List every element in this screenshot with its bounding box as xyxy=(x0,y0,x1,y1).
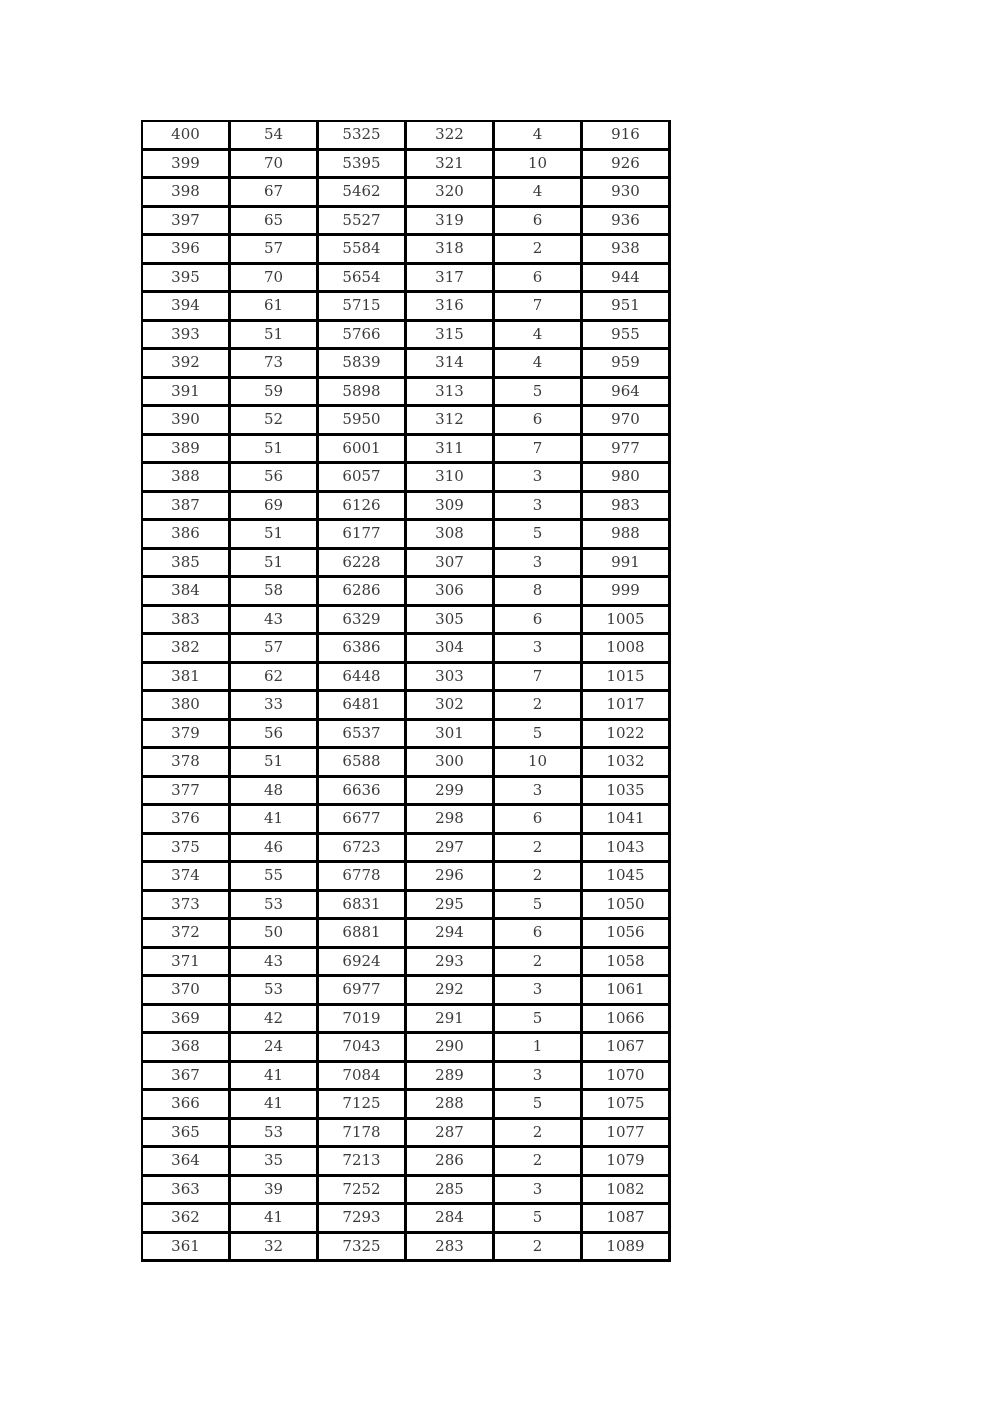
table-cell: 313 xyxy=(407,379,495,408)
table-cell: 7084 xyxy=(319,1063,407,1092)
table-cell: 390 xyxy=(143,407,231,436)
table-row xyxy=(143,151,671,180)
table-cell: 306 xyxy=(407,578,495,607)
table-cell: 70 xyxy=(231,265,319,294)
table-cell: 43 xyxy=(231,607,319,636)
table-cell: 32 xyxy=(231,1234,319,1263)
table-cell: 930 xyxy=(583,179,671,208)
table-cell: 959 xyxy=(583,350,671,379)
table-cell: 1056 xyxy=(583,920,671,949)
table-cell: 51 xyxy=(231,436,319,465)
table-cell: 368 xyxy=(143,1034,231,1063)
table-cell: 386 xyxy=(143,521,231,550)
table-cell: 294 xyxy=(407,920,495,949)
table-cell: 6881 xyxy=(319,920,407,949)
table-cell: 65 xyxy=(231,208,319,237)
table-cell: 2 xyxy=(495,835,583,864)
table-cell: 400 xyxy=(143,122,231,151)
table-row xyxy=(143,407,671,436)
table-cell: 983 xyxy=(583,493,671,522)
table-cell: 41 xyxy=(231,806,319,835)
table-cell: 2 xyxy=(495,1148,583,1177)
table-cell: 7 xyxy=(495,436,583,465)
table-cell: 300 xyxy=(407,749,495,778)
table-cell: 394 xyxy=(143,293,231,322)
table-cell: 5950 xyxy=(319,407,407,436)
table-row xyxy=(143,493,671,522)
table-cell: 293 xyxy=(407,949,495,978)
table-cell: 6286 xyxy=(319,578,407,607)
table-cell: 364 xyxy=(143,1148,231,1177)
table-cell: 1041 xyxy=(583,806,671,835)
table-cell: 370 xyxy=(143,977,231,1006)
table-cell: 379 xyxy=(143,721,231,750)
table-row xyxy=(143,578,671,607)
table-cell: 1058 xyxy=(583,949,671,978)
table-cell: 1050 xyxy=(583,892,671,921)
table-row xyxy=(143,977,671,1006)
table-cell: 35 xyxy=(231,1148,319,1177)
table-row xyxy=(143,1006,671,1035)
table-cell: 1035 xyxy=(583,778,671,807)
table-cell: 1 xyxy=(495,1034,583,1063)
table-cell: 369 xyxy=(143,1006,231,1035)
table-row xyxy=(143,1120,671,1149)
table-cell: 395 xyxy=(143,265,231,294)
table-cell: 299 xyxy=(407,778,495,807)
table-row xyxy=(143,179,671,208)
table-cell: 980 xyxy=(583,464,671,493)
table-cell: 312 xyxy=(407,407,495,436)
table-cell: 5 xyxy=(495,379,583,408)
table-row xyxy=(143,749,671,778)
table-cell: 48 xyxy=(231,778,319,807)
table-cell: 7252 xyxy=(319,1177,407,1206)
table-cell: 309 xyxy=(407,493,495,522)
table-cell: 6977 xyxy=(319,977,407,1006)
table-cell: 4 xyxy=(495,179,583,208)
table-cell: 1061 xyxy=(583,977,671,1006)
table-cell: 1087 xyxy=(583,1205,671,1234)
table-cell: 3 xyxy=(495,1063,583,1092)
table-row xyxy=(143,806,671,835)
table-cell: 6 xyxy=(495,265,583,294)
table-cell: 1079 xyxy=(583,1148,671,1177)
table-cell: 318 xyxy=(407,236,495,265)
table-cell: 51 xyxy=(231,749,319,778)
table-row xyxy=(143,1205,671,1234)
table-cell: 1043 xyxy=(583,835,671,864)
table-cell: 5462 xyxy=(319,179,407,208)
table-row xyxy=(143,721,671,750)
table-cell: 286 xyxy=(407,1148,495,1177)
table-cell: 1017 xyxy=(583,692,671,721)
table-cell: 308 xyxy=(407,521,495,550)
table-cell: 1015 xyxy=(583,664,671,693)
table-cell: 53 xyxy=(231,892,319,921)
table-cell: 6386 xyxy=(319,635,407,664)
table-cell: 54 xyxy=(231,122,319,151)
table-cell: 304 xyxy=(407,635,495,664)
table-row xyxy=(143,322,671,351)
table-row xyxy=(143,1234,671,1263)
table-cell: 6 xyxy=(495,208,583,237)
table-row xyxy=(143,1034,671,1063)
table-cell: 62 xyxy=(231,664,319,693)
table-cell: 73 xyxy=(231,350,319,379)
table-cell: 396 xyxy=(143,236,231,265)
table-cell: 991 xyxy=(583,550,671,579)
table-cell: 296 xyxy=(407,863,495,892)
table-cell: 977 xyxy=(583,436,671,465)
table-cell: 6228 xyxy=(319,550,407,579)
table-cell: 7 xyxy=(495,664,583,693)
table-cell: 7043 xyxy=(319,1034,407,1063)
score-distribution-table xyxy=(141,120,671,1262)
table-cell: 955 xyxy=(583,322,671,351)
table-cell: 5 xyxy=(495,892,583,921)
table-cell: 59 xyxy=(231,379,319,408)
table-cell: 3 xyxy=(495,977,583,1006)
table-cell: 375 xyxy=(143,835,231,864)
table-cell: 69 xyxy=(231,493,319,522)
table-cell: 385 xyxy=(143,550,231,579)
table-cell: 316 xyxy=(407,293,495,322)
table-cell: 322 xyxy=(407,122,495,151)
table-cell: 5325 xyxy=(319,122,407,151)
table-cell: 3 xyxy=(495,778,583,807)
table-cell: 285 xyxy=(407,1177,495,1206)
table-row xyxy=(143,892,671,921)
table-cell: 944 xyxy=(583,265,671,294)
table-cell: 383 xyxy=(143,607,231,636)
table-cell: 56 xyxy=(231,721,319,750)
table-cell: 3 xyxy=(495,635,583,664)
table-cell: 2 xyxy=(495,949,583,978)
table-row xyxy=(143,949,671,978)
table-cell: 33 xyxy=(231,692,319,721)
table-cell: 5527 xyxy=(319,208,407,237)
table-cell: 70 xyxy=(231,151,319,180)
table-row xyxy=(143,778,671,807)
table-cell: 6001 xyxy=(319,436,407,465)
table-cell: 5715 xyxy=(319,293,407,322)
table-cell: 4 xyxy=(495,322,583,351)
table-cell: 363 xyxy=(143,1177,231,1206)
table-cell: 41 xyxy=(231,1063,319,1092)
table-cell: 321 xyxy=(407,151,495,180)
table-cell: 302 xyxy=(407,692,495,721)
table-cell: 43 xyxy=(231,949,319,978)
table-cell: 938 xyxy=(583,236,671,265)
table-cell: 311 xyxy=(407,436,495,465)
table-cell: 1005 xyxy=(583,607,671,636)
table-cell: 289 xyxy=(407,1063,495,1092)
table-cell: 6924 xyxy=(319,949,407,978)
table-cell: 2 xyxy=(495,1120,583,1149)
table-cell: 5 xyxy=(495,721,583,750)
table-cell: 303 xyxy=(407,664,495,693)
table-cell: 41 xyxy=(231,1091,319,1120)
table-row xyxy=(143,521,671,550)
table-cell: 7325 xyxy=(319,1234,407,1263)
table-cell: 284 xyxy=(407,1205,495,1234)
table-cell: 936 xyxy=(583,208,671,237)
table-cell: 5898 xyxy=(319,379,407,408)
table-cell: 6 xyxy=(495,806,583,835)
table-cell: 362 xyxy=(143,1205,231,1234)
table-cell: 376 xyxy=(143,806,231,835)
table-cell: 999 xyxy=(583,578,671,607)
table-cell: 6 xyxy=(495,607,583,636)
table-cell: 2 xyxy=(495,863,583,892)
table-cell: 1082 xyxy=(583,1177,671,1206)
table-cell: 320 xyxy=(407,179,495,208)
table-cell: 6448 xyxy=(319,664,407,693)
table-cell: 7293 xyxy=(319,1205,407,1234)
table-cell: 288 xyxy=(407,1091,495,1120)
table-cell: 2 xyxy=(495,236,583,265)
table-cell: 50 xyxy=(231,920,319,949)
table-cell: 56 xyxy=(231,464,319,493)
table-body xyxy=(143,122,671,1262)
table-cell: 51 xyxy=(231,322,319,351)
table-cell: 367 xyxy=(143,1063,231,1092)
table-cell: 7125 xyxy=(319,1091,407,1120)
table-cell: 6 xyxy=(495,920,583,949)
table-cell: 58 xyxy=(231,578,319,607)
table-cell: 1089 xyxy=(583,1234,671,1263)
table-cell: 373 xyxy=(143,892,231,921)
table-cell: 7019 xyxy=(319,1006,407,1035)
table-cell: 297 xyxy=(407,835,495,864)
table-cell: 3 xyxy=(495,1177,583,1206)
table-cell: 391 xyxy=(143,379,231,408)
table-cell: 6481 xyxy=(319,692,407,721)
table-cell: 372 xyxy=(143,920,231,949)
table-cell: 39 xyxy=(231,1177,319,1206)
table-cell: 1066 xyxy=(583,1006,671,1035)
table-row xyxy=(143,436,671,465)
table-cell: 8 xyxy=(495,578,583,607)
table-cell: 393 xyxy=(143,322,231,351)
table-cell: 283 xyxy=(407,1234,495,1263)
table-cell: 970 xyxy=(583,407,671,436)
table-row xyxy=(143,920,671,949)
table-row xyxy=(143,1091,671,1120)
table-cell: 388 xyxy=(143,464,231,493)
table-cell: 6588 xyxy=(319,749,407,778)
table-cell: 1008 xyxy=(583,635,671,664)
table-cell: 305 xyxy=(407,607,495,636)
table-row xyxy=(143,350,671,379)
table-row xyxy=(143,635,671,664)
table-cell: 10 xyxy=(495,749,583,778)
table-cell: 6831 xyxy=(319,892,407,921)
table-cell: 315 xyxy=(407,322,495,351)
table-cell: 53 xyxy=(231,1120,319,1149)
table-cell: 6677 xyxy=(319,806,407,835)
table-cell: 6329 xyxy=(319,607,407,636)
table-cell: 6057 xyxy=(319,464,407,493)
table-cell: 384 xyxy=(143,578,231,607)
table-cell: 7178 xyxy=(319,1120,407,1149)
table-row xyxy=(143,664,671,693)
table-cell: 5584 xyxy=(319,236,407,265)
table-cell: 3 xyxy=(495,493,583,522)
table-row xyxy=(143,265,671,294)
table-row xyxy=(143,208,671,237)
table-cell: 291 xyxy=(407,1006,495,1035)
table-cell: 6 xyxy=(495,407,583,436)
table-cell: 295 xyxy=(407,892,495,921)
table-cell: 374 xyxy=(143,863,231,892)
table-cell: 5654 xyxy=(319,265,407,294)
table-cell: 41 xyxy=(231,1205,319,1234)
table-cell: 42 xyxy=(231,1006,319,1035)
table-cell: 2 xyxy=(495,692,583,721)
table-cell: 916 xyxy=(583,122,671,151)
table-cell: 378 xyxy=(143,749,231,778)
table-cell: 290 xyxy=(407,1034,495,1063)
table-cell: 380 xyxy=(143,692,231,721)
table-cell: 1032 xyxy=(583,749,671,778)
table-cell: 292 xyxy=(407,977,495,1006)
table-cell: 397 xyxy=(143,208,231,237)
table-cell: 7 xyxy=(495,293,583,322)
table-cell: 1045 xyxy=(583,863,671,892)
table-cell: 6126 xyxy=(319,493,407,522)
table-row xyxy=(143,863,671,892)
table-cell: 381 xyxy=(143,664,231,693)
table-cell: 5 xyxy=(495,1205,583,1234)
table-cell: 6537 xyxy=(319,721,407,750)
table-cell: 399 xyxy=(143,151,231,180)
table-cell: 287 xyxy=(407,1120,495,1149)
table-cell: 5395 xyxy=(319,151,407,180)
table-cell: 7213 xyxy=(319,1148,407,1177)
table-cell: 1070 xyxy=(583,1063,671,1092)
table-cell: 53 xyxy=(231,977,319,1006)
table-cell: 365 xyxy=(143,1120,231,1149)
table-row xyxy=(143,122,671,151)
table-cell: 314 xyxy=(407,350,495,379)
table-cell: 5 xyxy=(495,521,583,550)
table-cell: 24 xyxy=(231,1034,319,1063)
table-cell: 55 xyxy=(231,863,319,892)
table-row xyxy=(143,692,671,721)
table-cell: 51 xyxy=(231,550,319,579)
table-cell: 5839 xyxy=(319,350,407,379)
table-cell: 317 xyxy=(407,265,495,294)
table-cell: 5 xyxy=(495,1091,583,1120)
table-cell: 6723 xyxy=(319,835,407,864)
table-cell: 988 xyxy=(583,521,671,550)
table-cell: 6177 xyxy=(319,521,407,550)
table-cell: 398 xyxy=(143,179,231,208)
table-cell: 387 xyxy=(143,493,231,522)
table-cell: 67 xyxy=(231,179,319,208)
table-row xyxy=(143,236,671,265)
table-cell: 61 xyxy=(231,293,319,322)
table-row xyxy=(143,607,671,636)
table-cell: 392 xyxy=(143,350,231,379)
table-row xyxy=(143,379,671,408)
table-row xyxy=(143,835,671,864)
table-row xyxy=(143,1063,671,1092)
table-cell: 4 xyxy=(495,350,583,379)
table-cell: 52 xyxy=(231,407,319,436)
table-row xyxy=(143,1177,671,1206)
table-cell: 1075 xyxy=(583,1091,671,1120)
table-cell: 366 xyxy=(143,1091,231,1120)
table-row xyxy=(143,293,671,322)
table-cell: 57 xyxy=(231,236,319,265)
table-cell: 298 xyxy=(407,806,495,835)
table-row xyxy=(143,1148,671,1177)
table-cell: 1022 xyxy=(583,721,671,750)
table-cell: 371 xyxy=(143,949,231,978)
table-cell: 377 xyxy=(143,778,231,807)
table-cell: 2 xyxy=(495,1234,583,1263)
table-cell: 51 xyxy=(231,521,319,550)
table-cell: 3 xyxy=(495,464,583,493)
table-cell: 319 xyxy=(407,208,495,237)
table-cell: 57 xyxy=(231,635,319,664)
table-row xyxy=(143,550,671,579)
table-cell: 310 xyxy=(407,464,495,493)
table-cell: 964 xyxy=(583,379,671,408)
table-cell: 10 xyxy=(495,151,583,180)
table-cell: 951 xyxy=(583,293,671,322)
table-cell: 301 xyxy=(407,721,495,750)
table-cell: 3 xyxy=(495,550,583,579)
table-cell: 5766 xyxy=(319,322,407,351)
table-cell: 926 xyxy=(583,151,671,180)
table-row xyxy=(143,464,671,493)
table-cell: 1067 xyxy=(583,1034,671,1063)
table-cell: 382 xyxy=(143,635,231,664)
table-cell: 6636 xyxy=(319,778,407,807)
table-cell: 307 xyxy=(407,550,495,579)
table-cell: 5 xyxy=(495,1006,583,1035)
table-cell: 4 xyxy=(495,122,583,151)
table-cell: 1077 xyxy=(583,1120,671,1149)
table-cell: 46 xyxy=(231,835,319,864)
table-cell: 361 xyxy=(143,1234,231,1263)
table-cell: 389 xyxy=(143,436,231,465)
table-cell: 6778 xyxy=(319,863,407,892)
